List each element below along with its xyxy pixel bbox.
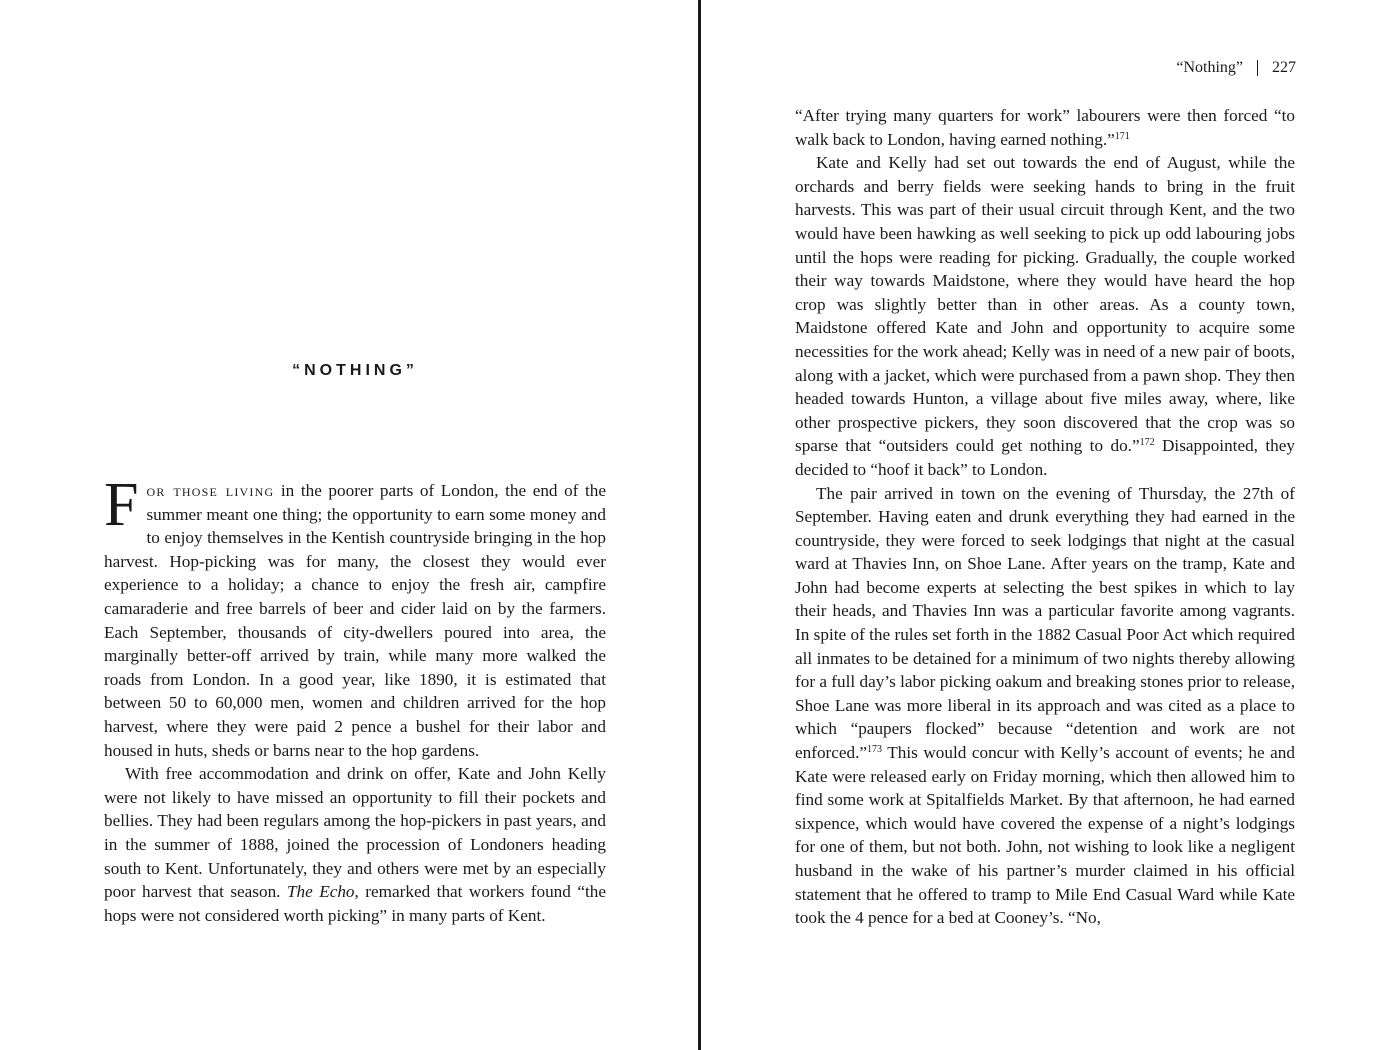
page-number: 227 [1272, 59, 1296, 76]
paragraph-text: With free accommodation and drink on offer, Kate and John Kelly were not likely to have missed an opportunity to fill their pockets and bellies. They had been regulars among the hop-pickers in past years, and in the summer of 1888, joined the procession of Londoners heading south to Kent. Unfortunately, they and others were met by an especially poor harvest that season. [104, 764, 606, 902]
left-body-text [104, 471, 606, 927]
footnote-marker: 173 [867, 744, 883, 756]
paragraph [795, 482, 1295, 930]
footnote-marker: 172 [1139, 437, 1155, 449]
paragraph [104, 762, 606, 927]
paragraph-text: in the poorer parts of London, the end of the summer meant one thing; the opportunity to earn some money and to enjoy themselves in the Kentish countryside bringing in the hop harvest. Hop-picking was for many, the closest they would ever experience to a holiday; a chance to enjoy the fresh air, campfire camaraderie and free barrels of beer and cider laid on by the farmers. Each September, thousands of city-dwellers poured into area, the marginally better-off arrived by train, while many more walked the roads from London. In a good year, like 1890, it is estimated that between 50 to 60,000 men, women and children arrived for the hop harvest, where they were paid 2 pence a bushel for their labor and housed in huts, sheds or barns near to the hop gardens. [104, 481, 606, 760]
paragraph-text: This would concur with Kelly’s account of events; he and Kate were released early on Friday morning, which then allowed him to find some work at Spitalfields Market. By that afternoon, he had earned sixpence, which would have covered the expense of a night’s lodgings for one of them, but not both. John, not wishing to look like a negligent husband in the wake of his partner’s murder claimed in his official statement that he offered to tramp to Mile End Casual Ward while Kate took the 4 pence for a bed at Cooney’s. “No, [795, 743, 1295, 928]
running-header [1176, 58, 1296, 78]
paragraph [795, 151, 1295, 481]
paragraph [104, 471, 606, 762]
lead-in-smallcaps: or those living [146, 481, 275, 500]
footnote-marker: 171 [1114, 130, 1130, 142]
running-head-title: “Nothing” [1176, 59, 1243, 76]
paragraph-text: Kate and Kelly had set out towards the end of August, while the orchards and berry fields were seeking hands to bring in the fruit harvests. This was part of their usual circuit through Kent, and the two would have been hawking as well seeking to pick up odd labouring jobs until the hops were reading for picking. Gradually, the couple worked their way towards Maidstone, where they would have heard the hop crop was slightly better than in other areas. As a county town, Maidstone offered Kate and John and opportunity to acquire some necessities for the work ahead; Kelly was in need of a new pair of boots, along with a jacket, which were purchased from a pawn shop. They then headed towards Hunton, a village about five miles away, where, like other prospective pickers, they soon discovered that the crop was so sparse that “outsiders could get nothing to do.” [795, 153, 1295, 456]
right-body-text [795, 104, 1295, 930]
left-page [0, 0, 698, 1050]
paragraph-text: remarked that workers found “the hops were not considered worth picking” in many parts of Kent. [104, 882, 606, 925]
paragraph-text: “After trying many quarters for work” labourers were then forced “to walk back to London, having earned nothing.” [795, 106, 1295, 149]
italic-title: The Echo, [286, 882, 359, 902]
right-page [701, 0, 1400, 1050]
chapter-title: “NOTHING” [292, 362, 418, 379]
paragraph-text: The pair arrived in town on the evening of Thursday, the 27th of September. Having eaten and drunk everything they had earned in the countryside, they were forced to seek lodgings that night at the casual ward at Thavies Inn, on Shoe Lane. After years on the tramp, Kate and John had become experts at selecting the best spikes in which to lay their heads, and Thavies Inn was a particular favorite among vagrants. In spite of the rules set forth in the 1882 Casual Poor Act which required all inmates to be detained for a minimum of two nights thereby allowing for a full day’s labor picking oakum and breaking stones prior to release, Shoe Lane was more liberal in its approach and was cited as a place to which “paupers flocked” because “detention and work are not enforced.” [795, 483, 1295, 763]
header-divider [1257, 60, 1258, 76]
drop-cap: F [104, 471, 139, 539]
paragraph [795, 104, 1295, 151]
paragraph-text: Disappointed, they decided to “hoof it back” to London. [795, 436, 1295, 479]
